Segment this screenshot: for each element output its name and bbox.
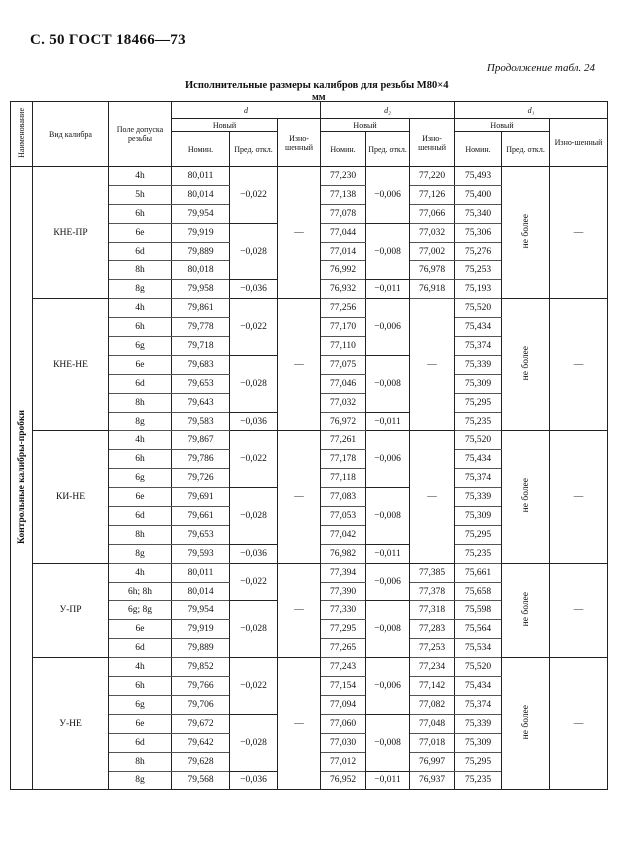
d-nomin-cell: 80,011 <box>172 563 230 582</box>
d1-iznosh-header: Изно-шенный <box>550 119 608 167</box>
col-d1-header: d₁ <box>455 102 608 119</box>
d2-izn-cell: 77,048 <box>410 714 455 733</box>
d1-nomin-cell: 75,493 <box>455 167 502 186</box>
pole-cell: 6g; 8g <box>109 601 172 620</box>
d-nomin-cell: 79,706 <box>172 695 230 714</box>
d-nomin-cell: 79,683 <box>172 355 230 374</box>
d2-izn-cell: 77,002 <box>410 242 455 261</box>
d1-pred-cell: не более <box>502 431 550 563</box>
d-izn-cell: — <box>278 563 321 657</box>
d1-nomin-cell: 75,235 <box>455 544 502 563</box>
d1-pred-cell: не более <box>502 563 550 657</box>
d-nomin-cell: 79,919 <box>172 223 230 242</box>
d1-nomin-cell: 75,400 <box>455 185 502 204</box>
d2-nomin-cell: 76,972 <box>321 412 366 431</box>
d2-izn-cell: 77,220 <box>410 167 455 186</box>
pole-cell: 8h <box>109 261 172 280</box>
d-pred-cell: −0,028 <box>230 223 278 280</box>
d-nomin-cell: 79,653 <box>172 374 230 393</box>
d-nomin-cell: 80,018 <box>172 261 230 280</box>
d-nomin-cell: 79,958 <box>172 280 230 299</box>
d2-nomin-cell: 77,170 <box>321 318 366 337</box>
pole-cell: 6h <box>109 318 172 337</box>
d-nomin-cell: 79,954 <box>172 204 230 223</box>
d2-pred-cell: −0,011 <box>366 544 410 563</box>
d-nomin-cell: 79,718 <box>172 337 230 356</box>
d1-nomin-cell: 75,295 <box>455 752 502 771</box>
d2-nomin-cell: 76,952 <box>321 771 366 790</box>
d1-nomin-cell: 75,434 <box>455 318 502 337</box>
d-nomin-cell: 79,661 <box>172 507 230 526</box>
d1-izn-cell: — <box>550 299 608 431</box>
d-pred-cell: −0,022 <box>230 167 278 224</box>
pole-cell: 8h <box>109 752 172 771</box>
d-pred-cell: −0,022 <box>230 563 278 601</box>
d2-nomin-cell: 77,083 <box>321 488 366 507</box>
d-pred-cell: −0,036 <box>230 771 278 790</box>
d2-izn-cell: 76,937 <box>410 771 455 790</box>
d2-izn-cell: 77,385 <box>410 563 455 582</box>
pole-cell: 4h <box>109 167 172 186</box>
d1-pred-cell: не более <box>502 658 550 790</box>
d-nomin-cell: 79,786 <box>172 450 230 469</box>
d-pred-cell: −0,036 <box>230 412 278 431</box>
d2-pred-cell: −0,008 <box>366 601 410 658</box>
d-pred-cell: −0,028 <box>230 714 278 771</box>
d2-izn-cell: 77,378 <box>410 582 455 601</box>
pole-cell: 4h <box>109 563 172 582</box>
pole-cell: 6g <box>109 469 172 488</box>
d1-nomin-cell: 75,253 <box>455 261 502 280</box>
pole-cell: 6h <box>109 450 172 469</box>
d1-pred-cell: не более <box>502 167 550 299</box>
dimensions-table <box>10 101 608 790</box>
d-nomin-cell: 79,852 <box>172 658 230 677</box>
pole-cell: 6e <box>109 488 172 507</box>
d-pred-cell: −0,022 <box>230 431 278 488</box>
side-label-cell: Контрольные калибры-пробки <box>11 167 33 790</box>
d2-nomin-cell: 76,932 <box>321 280 366 299</box>
d1-noviy-header: Новый <box>455 119 550 132</box>
d1-pred-cell: не более <box>502 299 550 431</box>
d1-nomin-cell: 75,295 <box>455 525 502 544</box>
d2-nomin-cell: 77,154 <box>321 677 366 696</box>
d2-nomin-cell: 77,046 <box>321 374 366 393</box>
d2-pred-cell: −0,011 <box>366 771 410 790</box>
table-row <box>11 167 608 186</box>
d-nomin-cell: 79,628 <box>172 752 230 771</box>
d2-nomin-header: Номин. <box>321 132 366 167</box>
d2-izn-cell: — <box>410 431 455 563</box>
d2-nomin-cell: 77,042 <box>321 525 366 544</box>
d1-nomin-cell: 75,193 <box>455 280 502 299</box>
table-title: Исполнительные размеры калибров для резьбы М80×4 <box>185 80 449 91</box>
pole-cell: 8g <box>109 771 172 790</box>
pole-cell: 5h <box>109 185 172 204</box>
col-naim-header: Наименование <box>11 102 33 167</box>
pole-cell: 6d <box>109 639 172 658</box>
d2-pred-cell: −0,006 <box>366 431 410 488</box>
vid-kalibra: КИ-НЕ <box>33 431 109 563</box>
d-iznosh-header: Изно-шенный <box>278 119 321 167</box>
d1-nomin-cell: 75,374 <box>455 469 502 488</box>
d2-nomin-cell: 76,992 <box>321 261 366 280</box>
pole-cell: 8g <box>109 412 172 431</box>
d-nomin-cell: 79,643 <box>172 393 230 412</box>
d2-nomin-cell: 77,094 <box>321 695 366 714</box>
page-header-right: Продолжение табл. 24 <box>486 62 595 74</box>
table-row <box>11 431 608 450</box>
d2-pred-cell: −0,008 <box>366 488 410 545</box>
d1-nomin-cell: 75,661 <box>455 563 502 582</box>
pole-cell: 6d <box>109 374 172 393</box>
d-nomin-cell: 79,889 <box>172 242 230 261</box>
d1-nomin-cell: 75,564 <box>455 620 502 639</box>
d1-nomin-header: Номин. <box>455 132 502 167</box>
table-header <box>11 102 608 167</box>
d1-nomin-cell: 75,658 <box>455 582 502 601</box>
d-nomin-cell: 79,691 <box>172 488 230 507</box>
pole-cell: 6e <box>109 355 172 374</box>
d2-pred-header: Пред. откл. <box>366 132 410 167</box>
d2-izn-cell: 77,126 <box>410 185 455 204</box>
d2-izn-cell: 77,066 <box>410 204 455 223</box>
d1-nomin-cell: 75,434 <box>455 450 502 469</box>
d2-nomin-cell: 77,030 <box>321 733 366 752</box>
d2-nomin-cell: 76,982 <box>321 544 366 563</box>
d2-nomin-cell: 77,032 <box>321 393 366 412</box>
d2-pred-cell: −0,008 <box>366 355 410 412</box>
pole-cell: 6d <box>109 242 172 261</box>
d2-nomin-cell: 77,265 <box>321 639 366 658</box>
vid-kalibra: У-ПР <box>33 563 109 657</box>
d2-izn-cell: 77,253 <box>410 639 455 658</box>
d2-izn-cell: 77,018 <box>410 733 455 752</box>
d2-iznosh-header: Изно-шенный <box>410 119 455 167</box>
d-pred-cell: −0,022 <box>230 658 278 715</box>
d2-izn-cell: 76,997 <box>410 752 455 771</box>
d2-pred-cell: −0,008 <box>366 714 410 771</box>
table-body <box>11 167 608 790</box>
col-d-header: d <box>172 102 321 119</box>
d-nomin-cell: 79,919 <box>172 620 230 639</box>
d-pred-header: Пред. откл. <box>230 132 278 167</box>
d1-nomin-cell: 75,339 <box>455 355 502 374</box>
d1-nomin-cell: 75,276 <box>455 242 502 261</box>
d2-pred-cell: −0,006 <box>366 167 410 224</box>
d2-nomin-cell: 77,110 <box>321 337 366 356</box>
pole-cell: 8g <box>109 544 172 563</box>
pole-cell: 6g <box>109 337 172 356</box>
table-row <box>11 299 608 318</box>
d-nomin-cell: 80,011 <box>172 167 230 186</box>
d-nomin-header: Номин. <box>172 132 230 167</box>
d2-pred-cell: −0,006 <box>366 658 410 715</box>
pole-cell: 6d <box>109 507 172 526</box>
d2-nomin-cell: 77,053 <box>321 507 366 526</box>
d2-izn-cell: 76,978 <box>410 261 455 280</box>
col-d2-header: d₂ <box>321 102 455 119</box>
d2-nomin-cell: 77,256 <box>321 299 366 318</box>
d2-pred-cell: −0,006 <box>366 299 410 356</box>
d-nomin-cell: 79,861 <box>172 299 230 318</box>
d-nomin-cell: 79,766 <box>172 677 230 696</box>
pole-cell: 6h <box>109 677 172 696</box>
d2-noviy-header: Новый <box>321 119 410 132</box>
d2-nomin-cell: 77,230 <box>321 167 366 186</box>
d-izn-cell: — <box>278 658 321 790</box>
pole-cell: 8h <box>109 525 172 544</box>
pole-cell: 4h <box>109 658 172 677</box>
d2-izn-cell: — <box>410 299 455 431</box>
d2-izn-cell: 77,082 <box>410 695 455 714</box>
d2-nomin-cell: 77,078 <box>321 204 366 223</box>
d2-nomin-cell: 77,394 <box>321 563 366 582</box>
d1-nomin-cell: 75,434 <box>455 677 502 696</box>
vid-kalibra: КНЕ-НЕ <box>33 299 109 431</box>
d2-izn-cell: 77,234 <box>410 658 455 677</box>
d2-izn-cell: 76,918 <box>410 280 455 299</box>
d2-nomin-cell: 77,060 <box>321 714 366 733</box>
d1-nomin-cell: 75,598 <box>455 601 502 620</box>
pole-cell: 4h <box>109 431 172 450</box>
d1-pred-header: Пред. откл. <box>502 132 550 167</box>
vid-kalibra: КНЕ-ПР <box>33 167 109 299</box>
d-izn-cell: — <box>278 299 321 431</box>
d1-nomin-cell: 75,309 <box>455 507 502 526</box>
d2-nomin-cell: 77,012 <box>321 752 366 771</box>
vid-kalibra: У-НЕ <box>33 658 109 790</box>
table-row <box>11 563 608 582</box>
d-nomin-cell: 79,583 <box>172 412 230 431</box>
d1-nomin-cell: 75,309 <box>455 374 502 393</box>
d-noviy-header: Новый <box>172 119 278 132</box>
col-pole-header: Поле допуска резьбы <box>109 102 172 167</box>
d1-nomin-cell: 75,534 <box>455 639 502 658</box>
d1-nomin-cell: 75,235 <box>455 412 502 431</box>
d1-izn-cell: — <box>550 658 608 790</box>
d2-izn-cell: 77,318 <box>410 601 455 620</box>
d-pred-cell: −0,036 <box>230 280 278 299</box>
d1-nomin-cell: 75,306 <box>455 223 502 242</box>
d-nomin-cell: 79,954 <box>172 601 230 620</box>
pole-cell: 4h <box>109 299 172 318</box>
d2-pred-cell: −0,011 <box>366 280 410 299</box>
d1-nomin-cell: 75,520 <box>455 431 502 450</box>
d2-nomin-cell: 77,330 <box>321 601 366 620</box>
col-vid-header: Вид калибра <box>33 102 109 167</box>
d-pred-cell: −0,036 <box>230 544 278 563</box>
d2-nomin-cell: 77,243 <box>321 658 366 677</box>
d1-nomin-cell: 75,340 <box>455 204 502 223</box>
page-header-left: С. 50 ГОСТ 18466—73 <box>30 32 186 48</box>
pole-cell: 6e <box>109 714 172 733</box>
d-nomin-cell: 79,867 <box>172 431 230 450</box>
d-nomin-cell: 79,726 <box>172 469 230 488</box>
pole-cell: 6h <box>109 204 172 223</box>
d2-izn-cell: 77,283 <box>410 620 455 639</box>
d-nomin-cell: 79,672 <box>172 714 230 733</box>
d-nomin-cell: 79,889 <box>172 639 230 658</box>
d2-nomin-cell: 77,261 <box>321 431 366 450</box>
d-izn-cell: — <box>278 431 321 563</box>
d-nomin-cell: 80,014 <box>172 185 230 204</box>
d2-pred-cell: −0,011 <box>366 412 410 431</box>
d2-pred-cell: −0,008 <box>366 223 410 280</box>
pole-cell: 6g <box>109 695 172 714</box>
d-pred-cell: −0,028 <box>230 355 278 412</box>
d1-nomin-cell: 75,235 <box>455 771 502 790</box>
d1-nomin-cell: 75,374 <box>455 337 502 356</box>
d-pred-cell: −0,028 <box>230 601 278 658</box>
d1-nomin-cell: 75,295 <box>455 393 502 412</box>
d-izn-cell: — <box>278 167 321 299</box>
d1-nomin-cell: 75,339 <box>455 714 502 733</box>
pole-cell: 6d <box>109 733 172 752</box>
table-row <box>11 658 608 677</box>
d-nomin-cell: 79,778 <box>172 318 230 337</box>
d2-nomin-cell: 77,118 <box>321 469 366 488</box>
d2-nomin-cell: 77,390 <box>321 582 366 601</box>
d2-izn-cell: 77,032 <box>410 223 455 242</box>
d-pred-cell: −0,022 <box>230 299 278 356</box>
d1-nomin-cell: 75,309 <box>455 733 502 752</box>
d2-nomin-cell: 77,014 <box>321 242 366 261</box>
d-nomin-cell: 79,568 <box>172 771 230 790</box>
d1-izn-cell: — <box>550 431 608 563</box>
pole-cell: 6e <box>109 223 172 242</box>
d1-nomin-cell: 75,520 <box>455 299 502 318</box>
d-nomin-cell: 80,014 <box>172 582 230 601</box>
d-nomin-cell: 79,642 <box>172 733 230 752</box>
pole-cell: 8g <box>109 280 172 299</box>
d-pred-cell: −0,028 <box>230 488 278 545</box>
pole-cell: 6e <box>109 620 172 639</box>
d2-nomin-cell: 77,044 <box>321 223 366 242</box>
table-units: мм <box>312 92 326 103</box>
d1-nomin-cell: 75,520 <box>455 658 502 677</box>
pole-cell: 8h <box>109 393 172 412</box>
d-nomin-cell: 79,593 <box>172 544 230 563</box>
d2-nomin-cell: 77,075 <box>321 355 366 374</box>
d1-nomin-cell: 75,339 <box>455 488 502 507</box>
d2-izn-cell: 77,142 <box>410 677 455 696</box>
d-nomin-cell: 79,653 <box>172 525 230 544</box>
d2-nomin-cell: 77,178 <box>321 450 366 469</box>
pole-cell: 6h; 8h <box>109 582 172 601</box>
d2-nomin-cell: 77,295 <box>321 620 366 639</box>
d1-nomin-cell: 75,374 <box>455 695 502 714</box>
d1-izn-cell: — <box>550 563 608 657</box>
d2-pred-cell: −0,006 <box>366 563 410 601</box>
d1-izn-cell: — <box>550 167 608 299</box>
d2-nomin-cell: 77,138 <box>321 185 366 204</box>
